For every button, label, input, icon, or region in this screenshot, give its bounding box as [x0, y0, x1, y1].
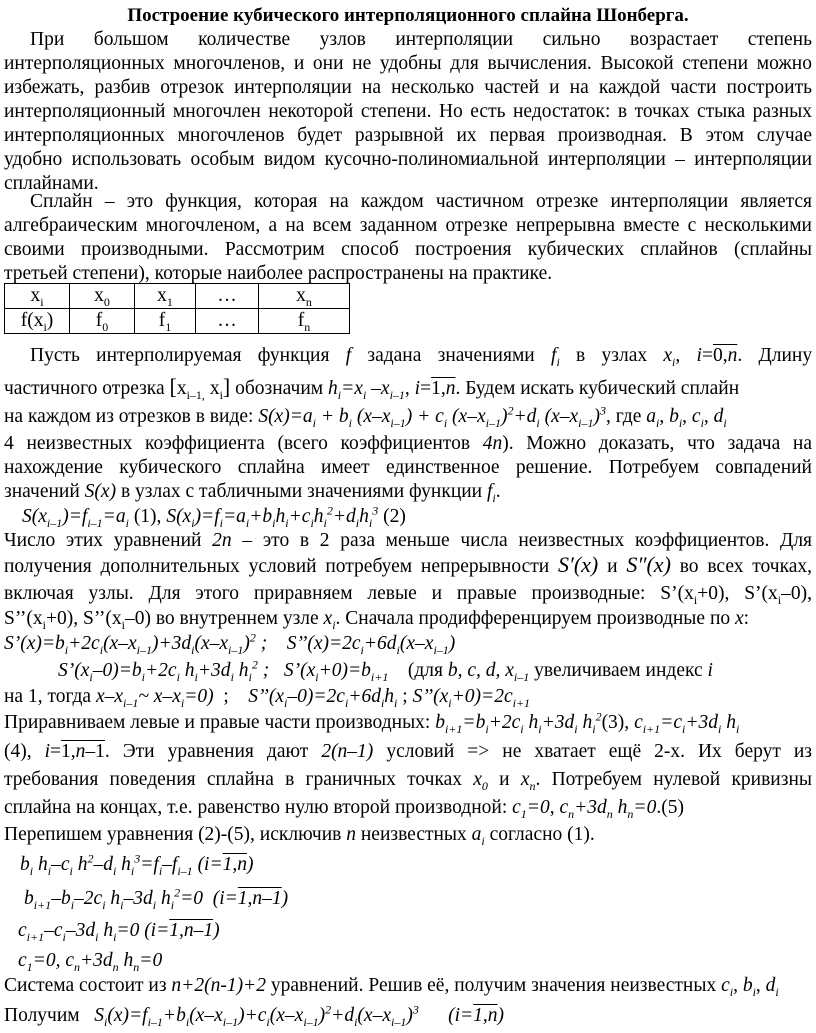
- paragraph-line: избежать, разбив отрезок интерполяции на несколько частей и на каждой части построить: [4, 77, 812, 98]
- table-cell: $x_n$: [259, 284, 350, 309]
- paragraph-line: (4), i=1,n–1. Эти уравнения дают 2(n–1) условий => не хватает ещё 2-х. Их берут из: [4, 741, 812, 762]
- table-cell: …: [196, 284, 259, 309]
- paragraph-line: нахождение кубического сплайна имеет единственное решение. Потребуем совпадений: [4, 457, 812, 478]
- paragraph-line: 4 неизвестных коэффициента (всего коэффициентов 4n). Можно доказать, что задача на: [4, 433, 812, 454]
- paragraph-line: При большом количестве узлов интерполяции сильно возрастает степень: [30, 29, 812, 50]
- paragraph-line: интерполяционных многочленов будет разрывной их первая производная. В этом случае: [4, 125, 812, 146]
- paragraph-line: требования поведения сплайна в граничных точках $x_0$ и $x_n$. Потребуем нулевой кривизны: [4, 769, 812, 792]
- paragraph-line: получения дополнительных условий потребуем непрерывности S′(x) и S″(x) во всех точках,: [4, 552, 812, 577]
- table-cell: $x_0$: [70, 284, 135, 309]
- paragraph-line: интерполяционных многочленов, и они не удобны для вычисления. Высокой степени можно: [4, 53, 812, 74]
- equation-line: $S’(x_i-0)=b_i+2c_i$ $h_i+3d_i$ $h_i^2$ ; $S’(x_i+0)=b_{i+1}$ (для b, c, d, $x_{i-1}$ увеличиваем индекс i: [58, 658, 713, 683]
- paragraph-line: на 1, тогда $x-x_{i-1}\sim$ $x-x_i=0$) ; $S’’(x_i-0)=2c_i+6d_ih_i$ ; $S’’(x_i+0)=2c_{i+1}$: [4, 686, 531, 709]
- paragraph-line: сплайнами.: [4, 173, 99, 194]
- values-table: [4, 283, 350, 334]
- paragraph-line: третьей степени), которые наиболее распространены на практике.: [4, 263, 553, 284]
- paragraph-line: алгебраическим многочленом, а на всем заданном отрезке непрерывна вместе с несколькими: [4, 215, 812, 236]
- page-title: Построение кубического интерполяционного сплайна Шонберга.: [127, 5, 689, 26]
- paragraph-line: частичного отрезка [$x_{i-1,}$ $x_i$] обозначим $h_i=x_i$ $-x_{i-1}$, i=1,n. Будем искать кубический сплайн: [4, 374, 740, 401]
- paragraph-line: Приравниваем левые и правые части производных: $b_{i+1}=b_i+2c_i$ $h_i+3d_i$ $h_i^2(3)$, $c_{i+1}=c_i+3d_i$ $h_i$: [4, 710, 740, 735]
- paragraph-line: Число этих уравнений 2n – это в 2 раза меньше числа неизвестных коэффициентов. Для: [4, 530, 812, 551]
- paragraph-line: удобно использовать особым видом кусочно-полиномиальной интерполяции – интерполяции: [4, 149, 812, 170]
- equation-line: $S’(x)=b_i+2c_i(x-x_{i-1})+3d_i(x-x_{i-1})^2$ ; $S’’(x)=2c_i+6d_i(x-x_{i-1})$: [4, 631, 456, 656]
- paragraph-line: Сплайн – это функция, которая на каждом частичном отрезке интерполяции является: [30, 191, 812, 212]
- paragraph-line: $S’’(x_i+0)$, $S’’(x_i-0)$ во внутреннем узле $x_i$. Сначала продифференцируем производные по x:: [4, 608, 750, 631]
- table-cell: $f_1$: [135, 309, 196, 334]
- table-row: [5, 284, 350, 309]
- table-cell: $x_i$: [5, 284, 70, 309]
- paragraph-line: на каждом из отрезков в виде: $S(x)=a_i + b_i$ $(x-x_{i-1}) + c_i$ $(x-x_{i-1})^2+d_i$ $(x-x_{i-1})^3$, где $a_i$, $b_i$, $c_i$, $d_i$: [4, 404, 727, 429]
- table-cell: $f_n$: [259, 309, 350, 334]
- paragraph-line: сплайна на концах, т.е. равенство нулю второй производной: $c_1=0$, $c_n+3d_n$ $h_n=0.(5)$: [4, 797, 684, 820]
- equation-line: $b_i$ $h_i-c_i$ $h^2-d_i$ $h_i^3=f_i-f_{i-1}$ (i=1,n): [20, 852, 254, 877]
- paragraph-line: Система состоит из n+2(n-1)+2 уравнений. Решив её, получим значения неизвестных $c_i$, $b_i$, $d_i$: [4, 975, 779, 998]
- paragraph-line: включая узлы. Для этого приравняем левые и правые производные: $S’(x_i+0)$, $S’(x_i-0)$,: [4, 583, 812, 606]
- paragraph-line: интерполяционный многочлен некоторой степени. Но есть недостаток: в точках стыка разных: [4, 101, 812, 122]
- table-row: [5, 309, 350, 334]
- table-cell: …: [196, 309, 259, 334]
- paragraph-line: Перепишем уравнения (2)-(5), исключив n неизвестных $a_i$ согласно (1).: [4, 824, 595, 847]
- equation-line: $S(x_{i-1})=f_{i-1}=a_i$ (1), $S(x_i)=f_i=a_i+b_ih_i+c_ih_i^2+d_ih_i^3$ (2): [22, 504, 406, 529]
- paragraph-line: своими производными. Рассмотрим способ построения кубических сплайнов (сплайны: [4, 239, 812, 260]
- paragraph-line: Получим $S_i(x)=f_{i-1}+b_i(x-x_{i-1})+c_i(x-x_{i-1})^2+d_i(x-x_{i-1})^3$ (i=1,n): [4, 1003, 505, 1028]
- table-cell: $f(x_i)$: [5, 309, 70, 334]
- paragraph-line: Пусть интерполируемая функция f задана значениями $f_i$ в узлах $x_i$, i=0,n. Длину: [30, 345, 812, 368]
- equation-line: $c_1=0$, $c_n+3d_n$ $h_n=0$: [18, 950, 163, 973]
- table-cell: $f_0$: [70, 309, 135, 334]
- equation-line: $c_{i+1}-c_i-3d_i$ $h_i=0$ (i=1,n–1): [18, 920, 220, 943]
- equation-line: $b_{i+1}-b_i-2c_i$ $h_i-3d_i$ $h_i^2=0$ (i=1,n–1): [24, 886, 289, 911]
- paragraph-line: значений S(x) в узлах с табличными значениями функции $f_i$.: [4, 481, 501, 504]
- table-cell: $x_1$: [135, 284, 196, 309]
